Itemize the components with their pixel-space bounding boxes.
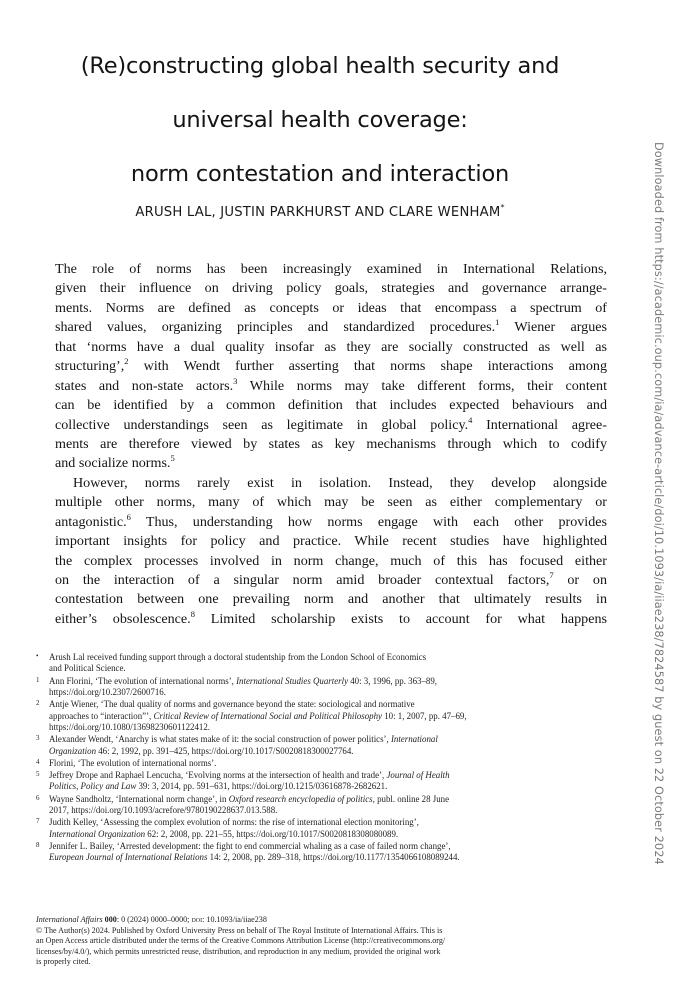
body-text-segment: ments. Norms are defined as concepts or ideas that encompass a spectrum of <box>55 299 607 316</box>
body-line <box>55 435 607 454</box>
body-line <box>55 513 607 532</box>
author-names: ARUSH LAL, JUSTIN PARKHURST AND CLARE WENHAM <box>135 205 501 220</box>
article-title-line-2: universal health coverage: <box>172 107 468 134</box>
body-line <box>55 532 607 551</box>
author-footnote-mark: * <box>500 203 505 212</box>
body-line <box>55 552 607 571</box>
footnote-text: , publ. online 28 June <box>372 793 450 804</box>
footnote-line <box>49 781 556 792</box>
footnote <box>36 676 556 699</box>
footnote-line <box>49 676 556 687</box>
footnote-line <box>49 722 556 733</box>
footnote-reference[interactable]: 4 <box>468 414 473 425</box>
publication-info <box>36 915 596 968</box>
citation: : 0 (2024) 0000–0000; <box>116 915 192 924</box>
footnote <box>36 734 556 757</box>
citation-line <box>36 915 596 926</box>
body-text-segment: states and non-state actors. <box>55 377 234 394</box>
footnote-text: Arush Lal received funding support through a doctoral studentship from the London School of Economics <box>49 652 427 662</box>
body-text-segment: antagonistic. <box>55 513 127 530</box>
footnote-text: Antje Wiener, ‘The dual quality of norms and governance beyond the state: sociological and normative <box>49 699 415 710</box>
body-line <box>55 260 607 279</box>
body-text-segment: Wiener argues <box>499 319 607 336</box>
body-line <box>55 590 607 609</box>
body-text-segment: with Wendt further asserting that norms shape interactions among <box>128 358 607 375</box>
footnote-line <box>49 734 556 745</box>
body-text-segment: that ‘norms have a dual quality insofar as they are socially constructed as well as <box>55 338 607 355</box>
body-text-segment: can be identified by a common definition that includes expected behaviours and <box>55 397 607 414</box>
body-line <box>55 338 607 357</box>
volume: 000 <box>104 915 117 924</box>
doi-label: doi <box>191 915 203 924</box>
footnote-text: Jeffrey Drope and Raphael Lencucha, ‘Evolving norms at the intersection of health and trade’, <box>49 770 387 781</box>
body-text-segment: or on <box>553 572 607 588</box>
body-line <box>55 454 607 473</box>
body-line <box>55 279 607 298</box>
body-line <box>55 474 607 493</box>
body-text-segment: the complex processes involved in norm change, much of this has focused either <box>55 552 607 569</box>
footnote-line <box>49 687 556 698</box>
footnote <box>36 699 556 733</box>
footnote <box>36 794 556 817</box>
journal-name: International Affairs <box>36 915 103 924</box>
footnote-text: Florini, ‘The evolution of international norms’. <box>49 757 217 768</box>
body-text-segment: either’s obsolescence. <box>55 610 191 627</box>
body-line <box>55 610 607 629</box>
footnote-source-title: European Journal of International Relations <box>49 852 208 863</box>
body-text-segment: structuring’, <box>55 358 125 375</box>
footnote-mark: 4 <box>36 757 40 766</box>
footnote-text: 62: 2, 2008, pp. 221–55, https://doi.org/10.1017/S0020818308080089. <box>145 828 399 839</box>
body-line <box>55 493 607 512</box>
footnote-line <box>49 805 556 816</box>
footnote-reference[interactable]: 6 <box>126 511 131 522</box>
footnote <box>36 770 556 793</box>
footnote-line <box>49 746 556 757</box>
footnote-text: Jennifer L. Bailey, ‘Arrested development: the fight to end commercial whaling as a case of failed norm change’, <box>49 840 451 851</box>
footnote-line <box>49 817 556 828</box>
footnote-text: 2017, https://doi.org/10.1093/acrefore/9780190228637.013.588. <box>49 805 278 816</box>
body-text-segment: collective understandings seen as legitimate in global policy. <box>55 416 469 433</box>
footnote-line <box>49 652 556 663</box>
footnote-reference[interactable]: 5 <box>170 453 175 464</box>
body-text-segment: given their influence on driving policy goals, strategies and governance arrange- <box>55 280 607 297</box>
footnote-mark: 7 <box>36 817 40 826</box>
footnote-source-title: International <box>390 734 438 745</box>
body-text-segment: However, norms rarely exist in isolation. Instead, they develop alongside <box>73 474 607 491</box>
footnote <box>36 758 556 769</box>
footnote-mark: 6 <box>36 793 40 802</box>
footnote-mark: 3 <box>36 734 40 743</box>
footnote-line <box>49 852 556 863</box>
license-line-3: licenses/by/4.0/), which permits unrestricted reuse, distribution, and reproduction in any medium, provided the original work <box>36 946 441 956</box>
footnote-source-title: International Organization <box>49 828 146 839</box>
footnote-source-title: Journal of Health <box>386 770 450 781</box>
footnote-mark: • <box>36 652 39 660</box>
body-text-segment: While norms may take different forms, their content <box>237 377 607 394</box>
download-watermark <box>651 142 669 865</box>
body-text-segment: The role of norms has been increasingly examined in International Relations, <box>55 261 607 277</box>
footnote-text: https://doi.org/10.2307/2600716. <box>49 687 166 698</box>
footnote-line <box>49 829 556 840</box>
footnote-mark: 1 <box>36 675 40 684</box>
body-text-segment: and socialize norms. <box>55 455 171 472</box>
body-text-segment: ments are therefore viewed by states as key mechanisms through which to codify <box>55 435 607 452</box>
footnote-line <box>49 663 556 674</box>
footnote-text: Judith Kelley, ‘Assessing the complex evolution of norms: the rise of international election monitoring’, <box>49 817 419 828</box>
footnote-text: 39: 3, 2014, pp. 591–631, https://doi.org/10.1215/03616878-2682621. <box>136 781 388 792</box>
license-line-1: © The Author(s) 2024. Published by Oxford University Press on behalf of The Royal Institute of International Affairs. This is <box>36 925 443 935</box>
footnote <box>36 652 556 675</box>
body-text-segment: shared values, organizing principles and standardized procedures. <box>55 319 496 336</box>
license-line-4: is properly cited. <box>36 957 91 967</box>
article-title-line-3: norm contestation and interaction <box>130 161 510 188</box>
footnote-mark: 2 <box>36 699 40 708</box>
body-line <box>55 377 607 396</box>
footnote-text: 40: 3, 1996, pp. 363–89, <box>348 675 438 686</box>
footnote-reference[interactable]: 2 <box>124 356 129 367</box>
footnote-text: Ann Florini, ‘The evolution of international norms’, <box>49 675 237 686</box>
article-body <box>55 260 607 629</box>
footnote-source-title: Organization <box>49 745 97 756</box>
body-line <box>55 396 607 415</box>
footnotes <box>36 652 556 864</box>
footnote-source-title: Oxford research encyclopedia of politics <box>228 793 373 804</box>
footnote-text: Wayne Sandholtz, ‘International norm change’, in <box>49 793 229 804</box>
footnote-mark: 5 <box>36 770 40 779</box>
body-line <box>55 318 607 337</box>
body-text-segment: important insights for policy and practice. While recent studies have highlighted <box>55 533 607 550</box>
author-list <box>0 203 640 220</box>
footnote-reference[interactable]: 1 <box>495 317 500 328</box>
footnote-reference[interactable]: 7 <box>549 570 554 580</box>
footnote-line <box>49 841 556 852</box>
body-line <box>55 357 607 376</box>
body-text-segment: Thus, understanding how norms engage with each other provides <box>130 513 607 530</box>
footnote-reference[interactable]: 3 <box>233 375 238 386</box>
footnote-line <box>49 794 556 805</box>
body-line <box>55 299 607 318</box>
footnote-text: Alexander Wendt, ‘Anarchy is what states make of it: the social construction of power politics’, <box>49 734 391 745</box>
footnote-text: https://doi.org/10.1080/13698230601122412. <box>49 722 210 733</box>
footnote-source-title: Politics, Policy and Law <box>49 781 137 792</box>
footnote-source-title: International Studies Quarterly <box>236 675 349 686</box>
footnote-source-title: Critical Review of International Social and Political Philosophy <box>153 710 382 721</box>
body-text-segment: Limited scholarship exists to account for what happens <box>194 610 608 627</box>
footnote-line <box>49 758 556 769</box>
footnote-text: approaches to “interaction”’, <box>49 710 154 721</box>
body-line <box>55 416 607 435</box>
body-text-segment: on the interaction of a singular norm amid broader contextual factors, <box>55 572 550 588</box>
download-watermark-text: Downloaded from https://academic.oup.com/ia/advance-article/doi/10.1093/ia/iiae238/7824587 by guest on 22 October 2024 <box>652 142 665 865</box>
body-text-segment: International agree- <box>472 416 607 433</box>
footnote-line <box>49 770 556 781</box>
body-text-segment: contestation between one prevailing norm and another that ultimately results in <box>55 591 607 608</box>
license-line-2: an Open Access article distributed under the terms of the Creative Commons Attribution License (http://creativecommons.org/ <box>36 936 446 946</box>
footnote <box>36 817 556 840</box>
article-title-line-1: (Re)constructing global health security and <box>80 53 560 80</box>
footnote-reference[interactable]: 8 <box>190 608 195 619</box>
footnote-text: 10: 1, 2007, pp. 47–69, <box>382 710 467 721</box>
footnote-line <box>49 699 556 710</box>
body-line <box>55 571 607 590</box>
body-text-segment: multiple other norms, many of which may be seen as either complementary or <box>55 494 607 511</box>
footnote-text: 46: 2, 1992, pp. 391–425, https://doi.org/10.1017/S0020818300027764. <box>96 745 354 756</box>
doi-value: : 10.1093/ia/iiae238 <box>202 915 267 924</box>
footnote <box>36 841 556 864</box>
footnote-text: 14: 2, 2008, pp. 289–318, https://doi.org/10.1177/1354066108089244. <box>207 852 460 863</box>
footnote-line <box>49 711 556 722</box>
footnote-text: and Political Science. <box>49 663 126 674</box>
footnote-mark: 8 <box>36 840 40 849</box>
